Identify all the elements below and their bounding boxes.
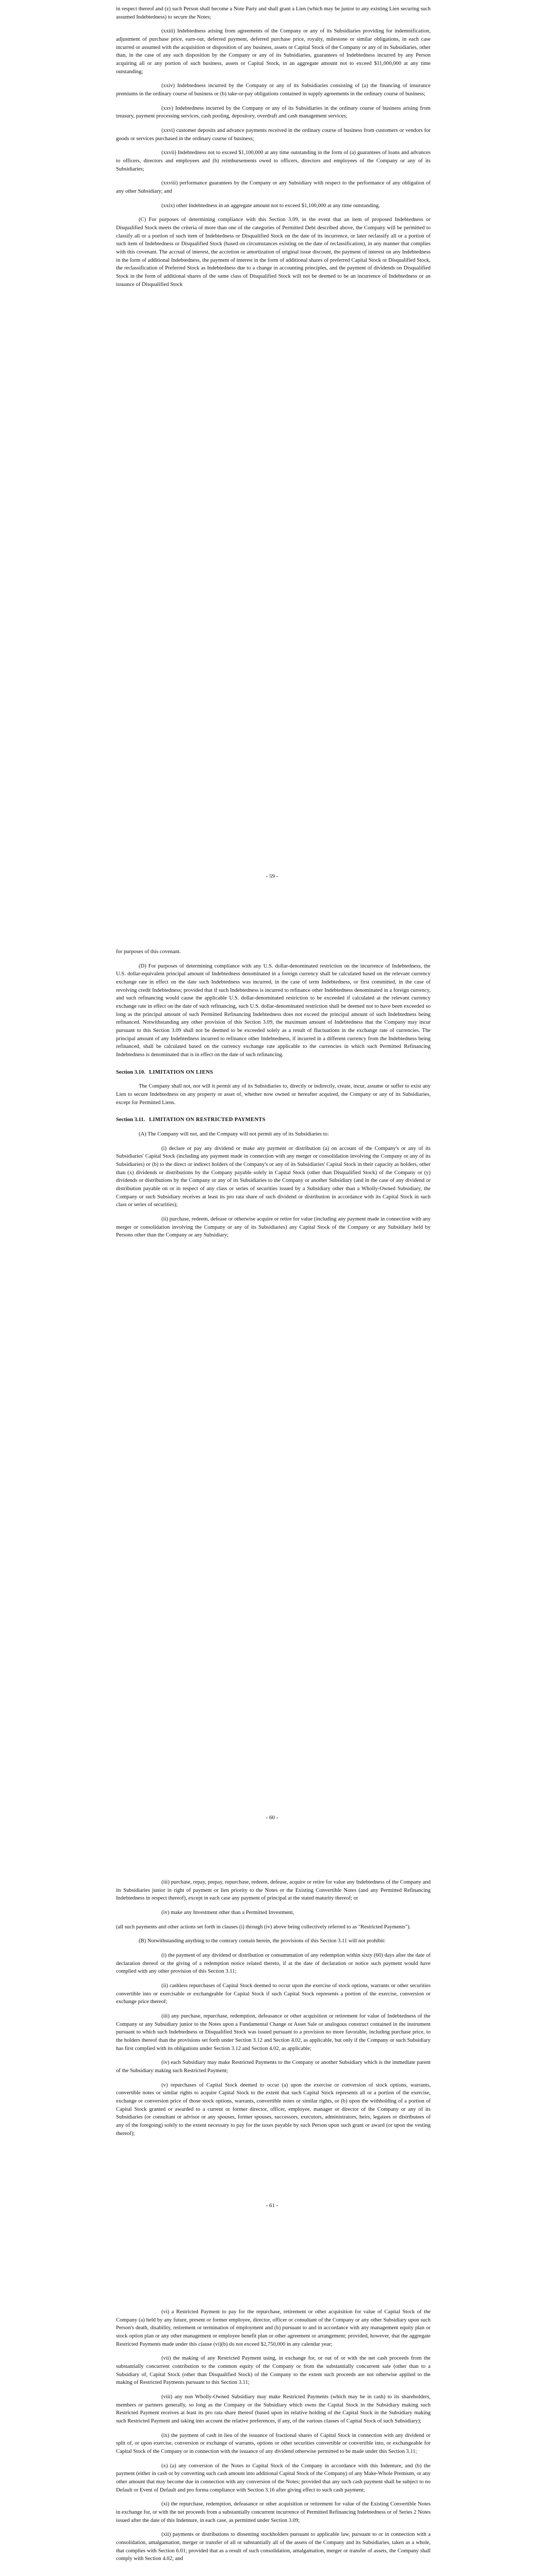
page-59-body [116, 5, 431, 295]
paragraph: (vi) a Restricted Payment to pay for the repurchase, retirement or other acquisition for value of Capital Stock of the Company (a) held by any future, present or former employee, director, officer or consultant of the Company or any other Subsidiary upon such Person's death, disability, retirement or termination of employment and (b) pursuant to and in accordance with any management equity plan or stock option plan or any other management or employee benefit plan or other agreement or arrangement; provided, however, that the aggregate Restricted Payments made under this clause (vi)(b) do not exceed $2,750,000 in any calendar year; [116, 2309, 431, 2347]
paragraph: (v) repurchases of Capital Stock deemed to occur (a) upon the exercise or conversion of stock options, warrants, convertible notes or similar rights to acquire Capital Stock to the extent that such Capital Stock represents all or a portion of the exercise, exchange or conversion price of those stock options, warrants, convertible notes or similar rights, or (b) upon the withholding of a portion of Capital Stock granted or awarded to a current or former director, officer, employee, manager or director of the Company or any of its Subsidiaries (or consultant or advisor or any spouses, former spouses, successors, executors, administrators, heirs, legatees or distributees of any of the foregoing) solely to the extent necessary to pay for the taxes payable by such Person upon such grant or award (or upon the vesting thereof); [116, 2082, 431, 2137]
paragraph: for purposes of this covenant. [116, 949, 181, 955]
paragraph: (xii) payments or distributions to dissenting stockholders pursuant to applicable law, pursuant to or in connection with a consolidation, amalgamation, merger or transfer of all or substantially all of the assets of the Company and its Subsidiaries, taken as a whole, that complies with Section 6.01; provided that as a result of such consolidation, amalgamation, merger or transfer of assets, the Company shall comply with Section 4.02; and [116, 2532, 431, 2562]
page-60-body [116, 948, 431, 1246]
section-title: LIMITATION ON RESTRICTED PAYMENTS [149, 1117, 266, 1123]
page-62-body [116, 2308, 431, 2569]
page-60 [0, 938, 544, 1875]
paragraph: (ix) the payment of cash in lieu of the issuance of fractional shares of Capital Stock in connection with any dividend or split of, or upon exercise, conversion or exchange of warrants, options or other securities convertible or convertible into, or exchangeable for Capital Stock of the Company or in connection with the issuance of any dividend otherwise permitted to be made under this Section 3.11; [116, 2432, 431, 2455]
section-title: LIMITATION ON LIENS [149, 1069, 213, 1075]
page-61-body [116, 1878, 431, 2144]
section-heading [116, 1069, 431, 1077]
paragraph: (iv) make any Investment other than a Permitted Investment, [161, 1910, 294, 1916]
paragraph: (xxviii) performance guarantees by the Company or any Subsidiary with respect to the performance of any obligation of any other Subsidiary; and [116, 180, 431, 195]
paragraph: (D) For purposes of determining compliance with any U.S. dollar-denominated restriction on the incurrence of Indebtedness, the U.S. dollar-equivalent principal amount of Indebtedness denominated in a foreign currency shall be calculated based on the relevant currency exchange rate in effect on the date such Indebtedness was incurred, in the case of term Indebtedness, or first committed, in the case of revolving credit Indebtedness; provided that if such Indebtedness is incurred to refinance other Indebtedness denominated in a foreign currency, and such refinancing would cause the applicable U.S. dollar-denominated restriction to be exceeded if calculated at the relevant currency exchange rate in effect on the date of such refinancing, such U.S. dollar-denominated restriction shall be deemed not to have been exceeded so long as the principal amount of such Permitted Refinancing Indebtedness does not exceed the principal amount of such Indebtedness being refinanced. Notwithstanding any other provision of this Section 3.09, the maximum amount of Indebtedness that the Company may incur pursuant to this Section 3.09 shall not be deemed to be exceeded solely as a result of fluctuations in the exchange rate of currencies. The principal amount of any Indebtedness incurred to refinance other Indebtedness, if incurred in a different currency from the Indebtedness being refinanced, shall be calculated based on the currency exchange rate applicable to the currencies in which such Permitted Refinancing Indebtedness is denominated that is in effect on the date of such refinancing. [116, 963, 431, 1058]
paragraph: (vii) the making of any Restricted Payment using, in exchange for, or out of or with the net cash proceeds from the substantially concurrent contribution to the common equity of the Company or from the substantially concurrent sale (other than to a Subsidiary of, Capital Stock (other than Disqualified Stock) of the Company to the extent such proceeds are not otherwise applied to the making of Restricted Payments pursuant to this Section 3.11; [116, 2355, 431, 2386]
paragraph: in respect thereof and (z) such Person shall become a Note Party and shall grant a Lien (which may be junior to any existing Lien securing such assumed Indebtedness) to secure the Notes; [116, 6, 431, 20]
paragraph: (xxvii) Indebtedness not to exceed $1,100,000 at any time outstanding in the form of (a) guarantees of loans and advances to officers, directors and employees and (b) reimbursements owed to officers, directors and employees of the Company or any of its Subsidiaries; [116, 150, 431, 172]
paragraph: (C) For purposes of determining compliance with this Section 3.09, in the event that an item of proposed Indebtedness or Disqualified Stock meets the criteria of more than one of the categories of Permitted Debt described above, the Company will be permitted to classify all or a portion of such item of Indebtedness or Disqualified Stock on the date of its incurrence, or later reclassify all or a portion of such item of Indebtedness or Disqualified Stock (based on circumstances existing on the date of reclassification), in any manner that complies with this covenant. The accrual of interest, the accretion or amortization of original issue discount, the payment of interest on any Indebtedness in the form of additional Indebtedness, the payment of interest in the form of additional shares of preferred Capital Stock or Disqualified Stock, the reclassification of Preferred Stock as Indebtedness due to a change in accounting principles, and the payment of dividends on Disqualified Stock in the form of additional shares of the same class of Disqualified Stock will not be deemed to be an incurrence of Indebtedness or an issuance of Disqualified Stock [116, 217, 431, 287]
page-number: - 60 - [266, 1815, 278, 1821]
section-heading [116, 1116, 431, 1124]
paragraph: (xxv) Indebtedness incurred by the Company or any of its Subsidiaries in the ordinary course of business arising from treasury, payment processing services, cash pooling, depository, overdraft and cash management services; [116, 105, 431, 120]
page-59 [0, 0, 544, 938]
section-number: Section 3.11. [116, 1117, 145, 1123]
paragraph: (i) declare or pay any dividend or make any payment or distribution (a) on account of the Company's or any of its Subsidiaries' Capital Stock (including any payment made in connection with any merger or consolidation involving the Company or any of its Subsidiaries) or (b) to the direct or indirect holders of the Company's or any of its Subsidiaries' Capital Stock in their capacity as holders, other than (x) dividends or distributions by the Company payable solely in Capital Stock (other than Disqualified Stock) of the Company or (y) dividends or distributions by the Company or any of its Subsidiaries to the Company or another Subsidiary (and in the case of any dividend or distribution payable on or in respect of any class or series of securities issued by a Subsidiary other than a Wholly-Owned Subsidiary, the Company or such Subsidiary receives at least its pro rata share of such dividend or distribution in accordance with its Capital Stock in such class or series of securities); [116, 1145, 431, 1208]
page-number: - 59 - [266, 873, 278, 879]
paragraph: (viii) any non Wholly-Owned Subsidiary may make Restricted Payments (which may be in cash) to its shareholders, members or partners generally, so long as the Company or the Subsidiary which owns the Capital Stock in the Subsidiary making such Restricted Payment receives at least its pro rata share thereof (based upon its relative holding of the Capital Stock in the Subsidiary making such Restricted Payment and taking into account the relative preferences, if any, of the various classes of Capital Stock of such Subsidiary); [116, 2394, 431, 2425]
paragraph: (ii) purchase, redeem, defease or otherwise acquire or retire for value (including any payment made in connection with any merger or consolidation involving the Company or any of its Subsidiaries) any Capital Stock of the Company or any Subsidiary held by Persons other than the Company or any Subsidiary; [116, 1216, 431, 1239]
page-number: - 61 - [266, 2202, 278, 2209]
page-61-62 [0, 1875, 544, 2576]
paragraph: (iii) any purchase, repurchase, redemption, defeasance or other acquisition or retirement for value of Indebtedness of the Company or any Subsidiary junior to the Notes upon a Fundamental Change or Asset Sale or analogous construct contained in the instrument pursuant to which such Indebtedness or Disqualified Stock was issued pursuant to a provision no more favorable, including purchase price, to the holders thereof than the provisions set forth under Section 3.12 and Section 4.02, as applicable, but only if the Company or such Subsidiary has first complied with its obligations under Section 3.12 and Section 4.02, as applicable; [116, 2013, 431, 2052]
paragraph: (xxiv) Indebtedness incurred by the Company or any of its Subsidiaries consisting of (a) the financing of insurance premiums in the ordinary course of business or (b) take-or-pay obligations contained in supply agreements in the ordinary course of business; [116, 83, 431, 97]
paragraph: (B) Notwithstanding anything to the contrary contain herein, the provisions of this Section 3.11 will not prohibit: [139, 1938, 386, 1944]
paragraph: (xi) the repurchase, redemption, defeasance or other acquisition or retirement for value of the Existing Convertible Notes in exchange for, or with the net proceeds from a substantially concurrent incurrence of Permitted Refinancing Indebtedness or of Series 2 Notes issued after the date of this Indenture, in each case, as permitted under Section 3.09; [116, 2501, 431, 2523]
paragraph: (xxiii) Indebtedness arising from agreements of the Company or any of its Subsidiaries providing for indemnification, adjustment of purchase price, earn-out, deferred payment, deferred purchase price, royalty, milestone or similar obligations, in each case incurred or assumed with the acquisition or disposition of any business, assets or Capital Stock of the Company or any of its Subsidiaries, other than, in the case of any such disposition by the Company or any of its Subsidiaries, guarantees of Indebtedness incurred by any Person acquiring all or any portion of such business, assets or Capital Stock, in an aggregate amount not to exceed $11,000,000 at any time outstanding; [116, 28, 431, 75]
paragraph: (iv) each Subsidiary may make Restricted Payments to the Company or another Subsidiary which is the immediate parent of the Subsidiary making such Restricted Payment; [116, 2060, 431, 2074]
section-number: Section 3.10. [116, 1069, 145, 1075]
paragraph: The Company shall not, nor will it permit any of its Subsidiaries to, directly or indirectly, create, incur, assume or suffer to exist any Lien to secure Indebtedness on any property or asset of, whether now owned or hereafter acquired, the Company or any of its Subsidiaries, except for Permitted Liens. [116, 1083, 431, 1106]
paragraph: (xxix) other Indebtedness in an aggregate amount not to exceed $1,100,000 at any time outstanding. [161, 202, 380, 209]
paragraph: (A) The Company will not, and the Company will not permit any of its Subsidiaries to: [139, 1131, 329, 1138]
paragraph: (x) (a) any conversion of the Notes to Capital Stock of the Company in accordance with this Indenture, and (b) the payment (either in cash or by converting such cash amount into additional Capital Stock of the Company) of any Make-Whole Premium, or any other amount that may become due in connection with any conversion of the Notes; provided that any such cash payment shall be subject to no Default or Event of Default and pro forma compliance with Section 3.16 after giving effect to such cash payment; [116, 2463, 431, 2493]
paragraph: (xxvi) customer deposits and advance payments received in the ordinary course of business from customers or vendors for goods or services purchased in the ordinary course of business; [116, 128, 431, 142]
paragraph: (all such payments and other actions set forth in clauses (i) through (iv) above being collectively referred to as "Restricted Payments"). [116, 1924, 411, 1930]
paragraph: (i) the payment of any dividend or distribution or consummation of any redemption within sixty (60) days after the date of declaration thereof or the giving of a redemption notice related thereto, if at the date of declaration or notice such payment would have complied with any other provision of this Section 3.11; [116, 1953, 431, 1975]
paragraph: (iii) purchase, repay, prepay, repurchase, redeem, defease, acquire or retire for value any Indebtedness of the Company and its Subsidiaries junior in right of payment or lien priority to the Notes or the Existing Convertible Notes (and any Permitted Refinancing Indebtedness in respect thereof), except in each case any payment of principal at the stated maturity thereof; or [116, 1879, 431, 1902]
paragraph: (ii) cashless repurchases of Capital Stock deemed to occur upon the exercise of stock options, warrants or other securities convertible into or exercisable or exchangeable for Capital Stock if such Capital Stock represents a portion of the exercise, conversion or exchange price thereof; [116, 1983, 431, 2005]
